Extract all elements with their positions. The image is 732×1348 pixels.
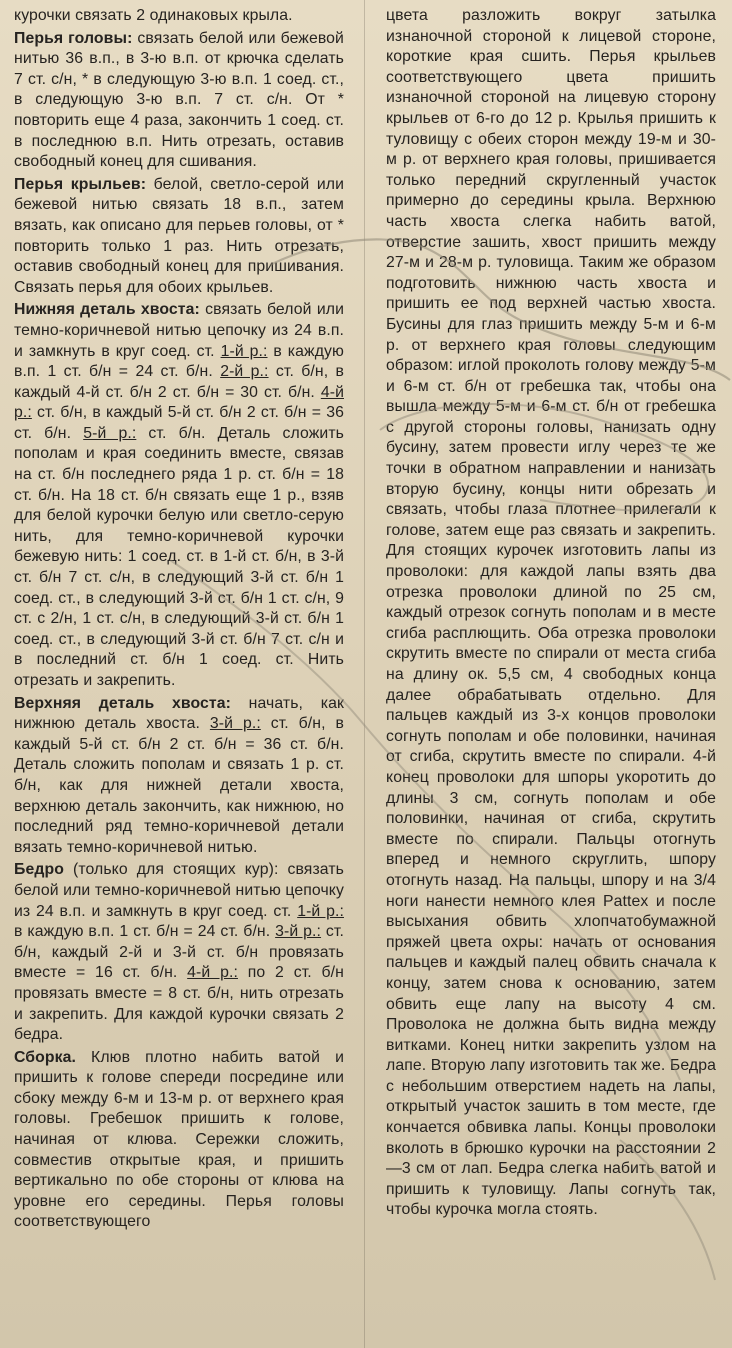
- paragraph-text: ст. б/н, каждый 2-й и 3-й ст. б/н провязать вместе = 16 ст. б/н.: [14, 923, 344, 982]
- paragraph-text: в каждую в.п. 1 ст. б/н = 24 ст. б/н.: [14, 342, 344, 381]
- section-heading: Нижняя деталь хвоста:: [14, 301, 200, 319]
- row-label: 4-й р.:: [14, 383, 344, 422]
- section-heading: Сборка.: [14, 1048, 77, 1066]
- section-heading: Бедро: [14, 861, 64, 879]
- paragraph-text: по 2 ст. б/н провязать вместе = 8 ст. б/н, нить отрезать и закрепить. Для каждой курочки связать 2 бедра.: [14, 964, 344, 1044]
- paragraph-text: курочки связать 2 одинаковых крыла.: [14, 7, 293, 24]
- paragraph-lower-tail: [14, 300, 344, 691]
- row-label: 4-й р.:: [187, 964, 238, 982]
- paragraph-upper-tail: [14, 694, 344, 859]
- paragraph-text: ст. б/н, в каждый 5-й ст. б/н 2 ст. б/н = 36 ст. б/н. Деталь сложить пополам и связать 1 р. ст. б/н, как для нижней детали хвоста, верхнюю деталь закончить, как нижнюю, но последний ряд темно-коричневой детали вязать темно-коричневой нитью.: [14, 715, 344, 856]
- paragraph-text: связать белой или бежевой нитью 36 в.п., в 3-ю в.п. от крючка сделать 7 ст. с/н, * в следующую 3-ю в.п. 1 соед. ст., в следующую 3-ю в.п. 7 ст. с/н. От * повторить еще 4 раза, закончить 1 соед. ст. в последнюю в.п. Нить отрезать, оставив свободный конец для сшивания.: [14, 29, 344, 171]
- paragraph-text: связать белой или темно-коричневой нитью цепочку из 24 в.п. и замкнуть в круг соед. ст.: [14, 301, 345, 360]
- paragraph-wings-end: [14, 6, 344, 27]
- column-divider: [364, 0, 365, 1348]
- paragraph-thigh: [14, 860, 344, 1045]
- paragraph-text: Клюв плотно набить ватой и пришить к голове спереди посредине или сбоку между 6-м и 13-м р. от верхнего края головы. Гребешок пришить к голове, начиная от клюва. Сережки сложить, совместив открытые края, и пришить вертикально по обе стороны от клюва на уровне его середины. Перья головы соответствующего: [14, 1048, 344, 1231]
- row-label: 1-й р.:: [220, 342, 268, 360]
- paragraph-head-feathers: [14, 29, 344, 173]
- section-heading: Верхняя деталь хвоста:: [14, 694, 231, 712]
- paragraph-text: цвета разложить вокруг затылка изнаночной стороной к лицевой стороне, короткие края сшить. Перья крыльев соответствующего цвета пришить изнаночной стороной на лицевую сторону крыльев от 6-го до 12 р. Крылья пришить к туловищу с обеих сторон между 19-м и 30-м р. от верхнего края головы, пришивается только передний скругленный участок примерно до середины крыла. Верхнюю часть хвоста слегка набить ватой, отверстие зашить, хвост пришить между 27-м и 28-м р. туловища. Таким же образом подготовить нижнюю часть хвоста и пришить ее под верхней частью хвоста. Бусины для глаз пришить между 5-м и 6-м р. от верхнего края головы следующим образом: иглой проколоть голову между 5-м и 6-м ст. б/н от гребешка так, чтобы она вышла между 5-м и 6-м ст. б/н от гребешка с другой стороны головы, нанизать одну бусину, затем провести иглу через те же точки в обратном направлении и нанизать вторую бусину, концы нити обрезать и связать, чтобы глаза плотнее прилегали к голове, затем еще раз связать и закрепить. Для стоящих курочек изготовить лапы из проволоки: для каждой лапы взять два отрезка проволоки длиной по 25 см, каждый отрезок согнуть пополам и в месте сгиба расплющить. Оба отрезка проволоки скрутить вместе по спирали от места сгиба на длину ок. 5,5 см, 4 свободных конца далее обрабатывать отдельно. Для пальцев каждый из 3-х концов проволоки согнуть пополам и обе половинки, начиная от сгиба, скрутить вместе по спирали. 4-й конец проволоки для шпоры укоротить до длины 3 см, согнуть пополам и обе половинки, начиная от сгиба, скрутить вместе по спирали. Пальцы отогнуть вперед и немного скруглить, шпору отогнуть назад. На пальцы, шпору и на 3/4 ноги нанести немного клея Pattex и после высыхания обвить хлопчатобумажной пряжей цвета охры: начать от основания пальцев и каждый палец обвить сначала к концу, затем снова к основанию, затем обвить еще лапу на высоту 4 см. Проволока не должна быть видна между витками. Конец нитки закрепить узлом на лапе. Вторую лапу изготовить так же. Бедра с небольшим отверстием надеть на лапы, открытый участок зашить в том месте, где кончается обвивка лапы. Концы проволоки вколоть в брюшко курочки на расстоянии 2—3 см от лап. Бедра слегка набить ватой и пришить к туловищу. Лапы согнуть так, чтобы курочка могла стоять.: [386, 7, 716, 1219]
- section-heading: Перья крыльев:: [14, 175, 147, 193]
- section-heading: Перья головы:: [14, 29, 133, 47]
- right-column: [386, 6, 716, 1221]
- row-label: 3-й р.:: [275, 923, 322, 941]
- paragraph-text: в каждую в.п. 1 ст. б/н = 24 ст. б/н.: [14, 923, 276, 941]
- row-label: 3-й р.:: [209, 715, 261, 733]
- paragraph-text: белой, светло-серой или бежевой нитью связать 18 в.п., затем вязать, как описано для перьев головы, от * повторить только 1 раз. Нить отрезать, оставив свободный конец для пришивания. Связать перья для обоих крыльев.: [14, 175, 344, 296]
- paragraph-assembly: [14, 1048, 344, 1233]
- paragraph-text: начать, как нижнюю деталь хвоста.: [14, 694, 344, 733]
- row-label: 5-й р.:: [83, 424, 137, 442]
- paragraph-text: (только для стоящих кур): связать белой или темно-коричневой нитью цепочку из 24 в.п. и замкнуть в круг соед. ст.: [14, 861, 344, 920]
- paragraph-text: ст. б/н, в каждый 4-й ст. б/н 2 ст. б/н = 30 ст. б/н.: [14, 363, 345, 401]
- paragraph-wing-feathers: [14, 175, 344, 299]
- paragraph-assembly-continued: [386, 6, 716, 1221]
- row-label: 2-й р.:: [220, 363, 269, 381]
- left-column: [14, 6, 344, 1233]
- row-label: 1-й р.:: [297, 902, 344, 920]
- paragraph-text: ст. б/н, в каждый 5-й ст. б/н 2 ст. б/н = 36 ст. б/н.: [14, 404, 344, 442]
- paragraph-text: ст. б/н. Деталь сложить пополам и края соединить вместе, связав на ст. б/н последнего ряда 1 р. ст. б/н = 18 ст. б/н. На 18 ст. б/н связать еще 1 р., взяв для белой курочки белую или светло-серую нить, для темно-коричневой курочки бежевую нить: 1 соед. ст. в 1-й ст. б/н, в 3-й ст. б/н 7 ст. с/н, в следующий 3-й ст. б/н 1 соед. ст., в следующий 3-й ст. б/н 1 ст. с/н, 9 ст. с 2/н, 1 ст. с/н, в следующий 3-й ст. б/н 1 соед. ст., в следующий 3-й ст. б/н 7 ст. с/н и в последний ст. б/н 1 соед. ст. Нить отрезать и закрепить.: [14, 424, 344, 689]
